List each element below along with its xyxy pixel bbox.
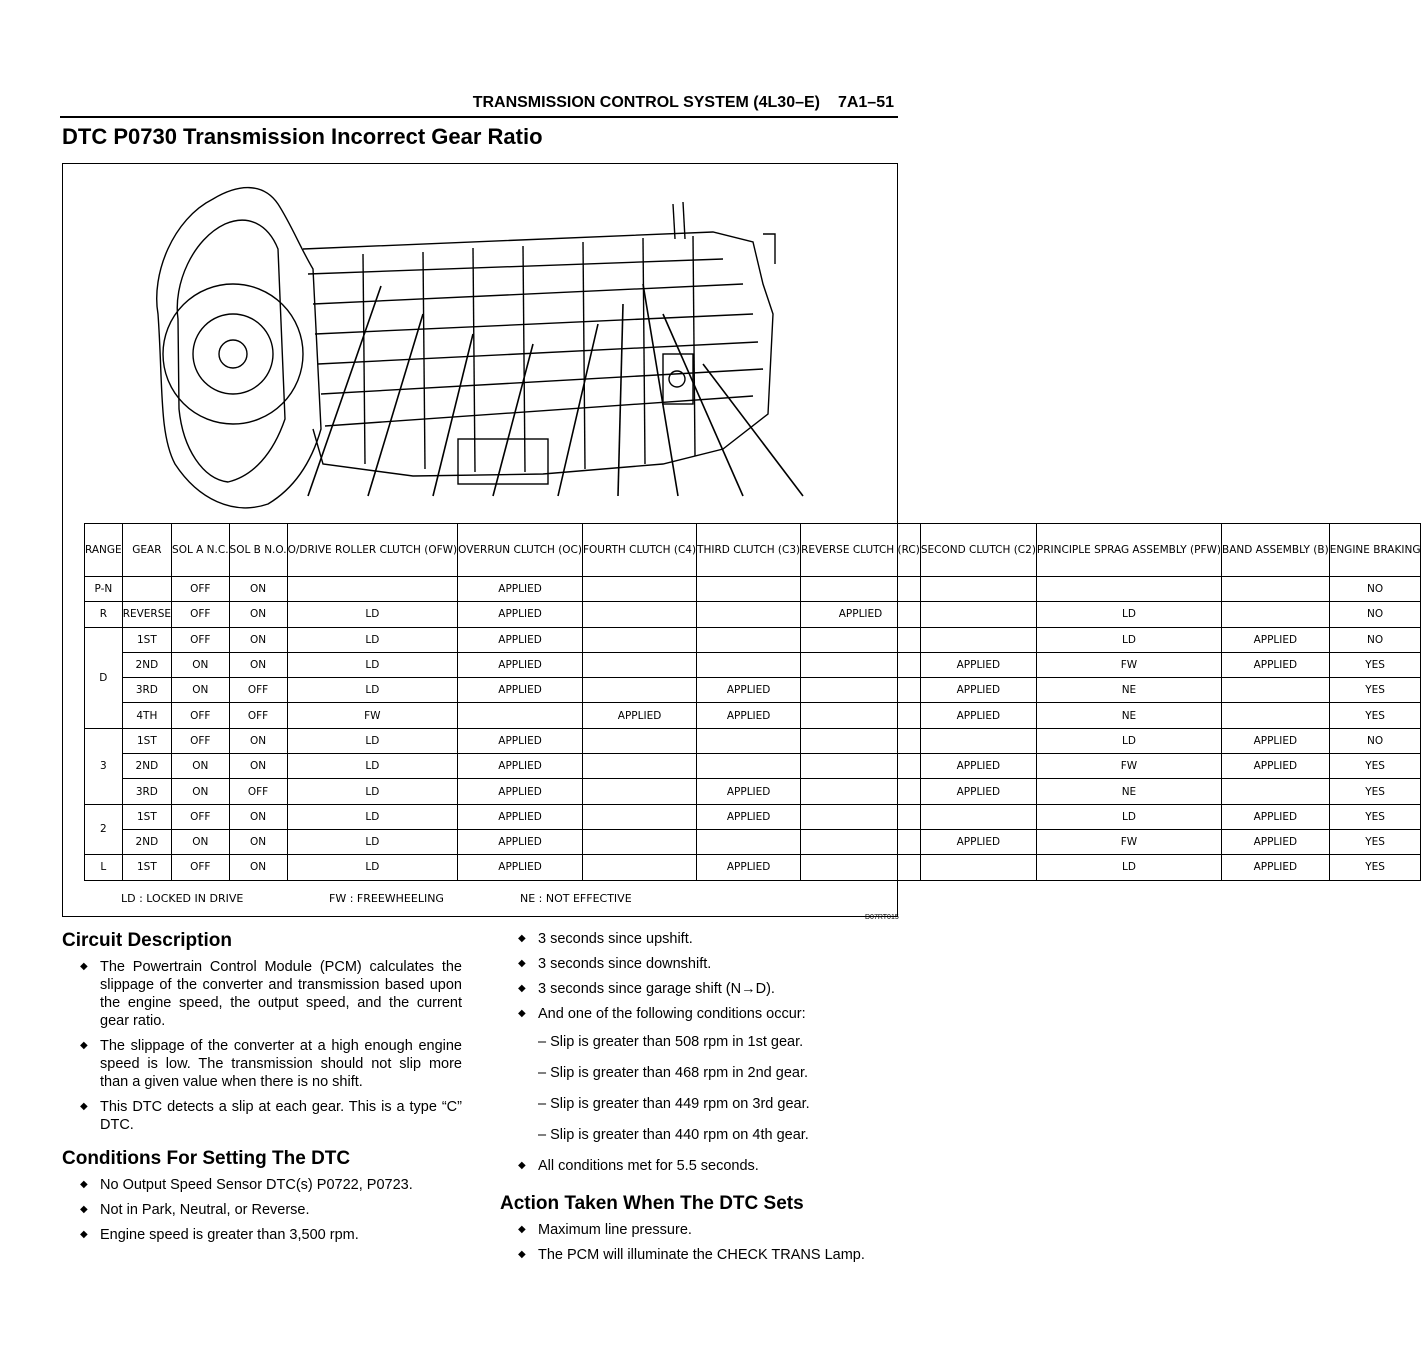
action-heading: Action Taken When The DTC Sets bbox=[500, 1193, 804, 1214]
table-cell bbox=[697, 829, 801, 854]
table-header: ENGINE BRAKING bbox=[1329, 524, 1421, 577]
table-row bbox=[85, 652, 1421, 677]
table-cell bbox=[697, 627, 801, 652]
range-cell: L bbox=[85, 855, 123, 880]
table-cell: APPLIED bbox=[458, 754, 583, 779]
list-item: ◆ Not in Park, Neutral, or Reverse. bbox=[62, 1201, 462, 1219]
conditions-list bbox=[62, 1176, 462, 1244]
table-cell bbox=[920, 855, 1036, 880]
table-cell: APPLIED bbox=[920, 754, 1036, 779]
table-cell: NO bbox=[1329, 577, 1421, 602]
table-row bbox=[85, 602, 1421, 627]
table-cell: APPLIED bbox=[458, 678, 583, 703]
table-cell bbox=[801, 652, 921, 677]
table-cell: APPLIED bbox=[1222, 804, 1330, 829]
table-cell: ON bbox=[229, 855, 287, 880]
list-item: – Slip is greater than 508 rpm in 1st gear. bbox=[538, 1034, 804, 1050]
final-condition-list bbox=[500, 1157, 900, 1175]
list-item: ◆ 3 seconds since upshift. bbox=[500, 930, 900, 948]
table-cell: LD bbox=[287, 779, 458, 804]
table-cell bbox=[801, 754, 921, 779]
table-cell: OFF bbox=[172, 577, 230, 602]
table-cell: OFF bbox=[229, 779, 287, 804]
table-cell: APPLIED bbox=[458, 855, 583, 880]
table-cell: OFF bbox=[172, 627, 230, 652]
legend-ne: NE : NOT EFFECTIVE bbox=[520, 892, 632, 905]
table-cell: ON bbox=[229, 602, 287, 627]
table-cell: APPLIED bbox=[458, 728, 583, 753]
table-cell bbox=[1222, 577, 1330, 602]
table-cell: OFF bbox=[229, 678, 287, 703]
table-header: O/DRIVE ROLLER CLUTCH (OFW) bbox=[287, 524, 458, 577]
table-cell: ON bbox=[229, 577, 287, 602]
table-cell bbox=[1222, 703, 1330, 728]
table-cell: NE bbox=[1036, 703, 1221, 728]
conditions-heading: Conditions For Setting The DTC bbox=[62, 1148, 351, 1169]
gear-cell: 2ND bbox=[122, 754, 171, 779]
table-cell bbox=[583, 652, 697, 677]
table-cell: YES bbox=[1329, 652, 1421, 677]
table-cell bbox=[801, 829, 921, 854]
table-cell bbox=[801, 678, 921, 703]
table-cell: ON bbox=[229, 804, 287, 829]
table-cell bbox=[801, 627, 921, 652]
table-cell bbox=[583, 829, 697, 854]
circuit-description-list bbox=[62, 958, 462, 1134]
list-item: ◆ And one of the following conditions occur: bbox=[500, 1005, 900, 1023]
gear-cell: 2ND bbox=[122, 829, 171, 854]
table-row bbox=[85, 804, 1421, 829]
clutch-application-table bbox=[84, 523, 1421, 881]
range-cell: R bbox=[85, 602, 123, 627]
table-cell bbox=[583, 602, 697, 627]
table-cell: LD bbox=[287, 855, 458, 880]
table-cell bbox=[1222, 678, 1330, 703]
gear-cell: 2ND bbox=[122, 652, 171, 677]
conditions-list-continued bbox=[500, 930, 900, 1023]
gear-cell: 4TH bbox=[122, 703, 171, 728]
table-cell bbox=[801, 779, 921, 804]
table-cell bbox=[287, 577, 458, 602]
range-cell: 3 bbox=[85, 728, 123, 804]
list-item: – Slip is greater than 440 rpm on 4th gear. bbox=[538, 1127, 809, 1143]
table-cell: LD bbox=[1036, 627, 1221, 652]
table-cell: APPLIED bbox=[458, 804, 583, 829]
table-cell: LD bbox=[287, 804, 458, 829]
gear-cell: REVERSE bbox=[122, 602, 171, 627]
list-item: ◆ All conditions met for 5.5 seconds. bbox=[500, 1157, 900, 1175]
table-cell: APPLIED bbox=[1222, 627, 1330, 652]
table-header: SOL A N.C. bbox=[172, 524, 230, 577]
table-cell: APPLIED bbox=[1222, 728, 1330, 753]
table-cell: YES bbox=[1329, 678, 1421, 703]
table-cell: APPLIED bbox=[801, 602, 921, 627]
table-cell: ON bbox=[229, 728, 287, 753]
table-cell: NE bbox=[1036, 779, 1221, 804]
table-cell bbox=[801, 804, 921, 829]
left-column bbox=[62, 930, 462, 1254]
table-cell bbox=[1222, 602, 1330, 627]
table-cell: LD bbox=[287, 728, 458, 753]
legend-ld: LD : LOCKED IN DRIVE bbox=[121, 892, 244, 905]
table-header: FOURTH CLUTCH (C4) bbox=[583, 524, 697, 577]
table-cell: LD bbox=[287, 829, 458, 854]
table-cell: YES bbox=[1329, 855, 1421, 880]
table-cell: ON bbox=[229, 754, 287, 779]
slip-conditions-list bbox=[500, 1033, 900, 1144]
table-cell: ON bbox=[172, 779, 230, 804]
table-cell: YES bbox=[1329, 779, 1421, 804]
table-cell: LD bbox=[1036, 602, 1221, 627]
table-cell bbox=[920, 804, 1036, 829]
table-cell: YES bbox=[1329, 804, 1421, 829]
table-cell: ON bbox=[229, 627, 287, 652]
table-cell: OFF bbox=[172, 804, 230, 829]
table-header: OVERRUN CLUTCH (OC) bbox=[458, 524, 583, 577]
table-cell bbox=[583, 627, 697, 652]
table-cell: APPLIED bbox=[1222, 754, 1330, 779]
table-cell: OFF bbox=[172, 728, 230, 753]
table-cell: APPLIED bbox=[920, 779, 1036, 804]
table-cell: LD bbox=[287, 678, 458, 703]
table-cell: YES bbox=[1329, 703, 1421, 728]
list-item: ◆ Maximum line pressure. bbox=[500, 1221, 900, 1239]
gear-cell: 1ST bbox=[122, 627, 171, 652]
document-title: DTC P0730 Transmission Incorrect Gear Ratio bbox=[62, 124, 543, 149]
table-cell: APPLIED bbox=[697, 779, 801, 804]
table-cell: LD bbox=[1036, 804, 1221, 829]
table-cell: APPLIED bbox=[458, 577, 583, 602]
table-cell: LD bbox=[287, 627, 458, 652]
list-item: ◆ Engine speed is greater than 3,500 rpm. bbox=[62, 1226, 462, 1244]
table-row bbox=[85, 577, 1421, 602]
table-cell: FW bbox=[1036, 754, 1221, 779]
table-cell bbox=[920, 602, 1036, 627]
legend-fw: FW : FREEWHEELING bbox=[329, 892, 444, 905]
figure-id: D07RT015 bbox=[865, 914, 899, 921]
gear-cell: 1ST bbox=[122, 855, 171, 880]
table-cell: NE bbox=[1036, 678, 1221, 703]
table-cell: APPLIED bbox=[583, 703, 697, 728]
table-cell bbox=[583, 855, 697, 880]
gear-cell: 3RD bbox=[122, 678, 171, 703]
table-cell bbox=[801, 728, 921, 753]
gear-cell: 1ST bbox=[122, 804, 171, 829]
table-cell: NO bbox=[1329, 627, 1421, 652]
table-row bbox=[85, 779, 1421, 804]
table-header-row bbox=[85, 524, 1421, 577]
circuit-description-heading: Circuit Description bbox=[62, 930, 232, 951]
table-cell bbox=[583, 779, 697, 804]
table-cell: LD bbox=[287, 754, 458, 779]
table-cell bbox=[801, 577, 921, 602]
table-cell: APPLIED bbox=[458, 627, 583, 652]
table-row bbox=[85, 829, 1421, 854]
table-cell: APPLIED bbox=[1222, 652, 1330, 677]
table-cell bbox=[920, 577, 1036, 602]
table-header: BAND ASSEMBLY (B) bbox=[1222, 524, 1330, 577]
table-cell: ON bbox=[172, 829, 230, 854]
table-header: RANGE bbox=[85, 524, 123, 577]
range-cell: 2 bbox=[85, 804, 123, 855]
table-cell: ON bbox=[172, 652, 230, 677]
table-row bbox=[85, 627, 1421, 652]
table-cell bbox=[583, 754, 697, 779]
table-cell bbox=[697, 577, 801, 602]
table-cell: APPLIED bbox=[1222, 855, 1330, 880]
transmission-figure bbox=[62, 163, 1421, 917]
page-header bbox=[60, 92, 898, 118]
range-cell: P-N bbox=[85, 577, 123, 602]
table-header: SECOND CLUTCH (C2) bbox=[920, 524, 1036, 577]
table-cell: ON bbox=[229, 829, 287, 854]
gear-cell: 3RD bbox=[122, 779, 171, 804]
list-item: ◆ The Powertrain Control Module (PCM) calculates the slippage of the converter and transmission based upon the engine speed, the output speed, and the current gear ratio. bbox=[62, 958, 462, 1030]
table-row bbox=[85, 703, 1421, 728]
page-number: 7A1–51 bbox=[837, 94, 894, 111]
range-cell: D bbox=[85, 627, 123, 728]
table-header: PRINCIPLE SPRAG ASSEMBLY (PFW) bbox=[1036, 524, 1221, 577]
table-cell bbox=[801, 855, 921, 880]
header-title: TRANSMISSION CONTROL SYSTEM (4L30–E) bbox=[472, 94, 820, 111]
table-cell: NO bbox=[1329, 602, 1421, 627]
table-cell: APPLIED bbox=[458, 602, 583, 627]
table-cell: APPLIED bbox=[920, 652, 1036, 677]
table-cell: APPLIED bbox=[920, 829, 1036, 854]
list-item: ◆ The slippage of the converter at a high enough engine speed is low. The transmission should not slip more than a given value when there is no shift. bbox=[62, 1037, 462, 1091]
table-cell bbox=[697, 754, 801, 779]
list-item: ◆ 3 seconds since downshift. bbox=[500, 955, 900, 973]
list-item: – Slip is greater than 468 rpm in 2nd gear. bbox=[538, 1065, 809, 1081]
table-cell bbox=[697, 602, 801, 627]
list-item: ◆ No Output Speed Sensor DTC(s) P0722, P0723. bbox=[62, 1176, 462, 1194]
table-cell: APPLIED bbox=[920, 703, 1036, 728]
table-cell: LD bbox=[287, 652, 458, 677]
table-cell: ON bbox=[172, 754, 230, 779]
table-cell bbox=[697, 728, 801, 753]
list-item: – Slip is greater than 449 rpm on 3rd gear. bbox=[538, 1096, 810, 1112]
table-cell bbox=[583, 804, 697, 829]
table-cell: APPLIED bbox=[697, 855, 801, 880]
table-cell: YES bbox=[1329, 754, 1421, 779]
list-item: ◆ This DTC detects a slip at each gear. This is a type “C” DTC. bbox=[62, 1098, 462, 1134]
table-cell: APPLIED bbox=[920, 678, 1036, 703]
table-row bbox=[85, 728, 1421, 753]
table-cell: FW bbox=[1036, 652, 1221, 677]
table-header: THIRD CLUTCH (C3) bbox=[697, 524, 801, 577]
table-cell bbox=[801, 703, 921, 728]
table-cell: OFF bbox=[172, 855, 230, 880]
table-cell bbox=[1036, 577, 1221, 602]
table-cell: LD bbox=[1036, 855, 1221, 880]
table-cell: ON bbox=[229, 652, 287, 677]
table-cell: NO bbox=[1329, 728, 1421, 753]
table-cell: OFF bbox=[229, 703, 287, 728]
table-cell: OFF bbox=[172, 703, 230, 728]
list-item: ◆ The PCM will illuminate the CHECK TRANS Lamp. bbox=[500, 1246, 900, 1264]
table-cell bbox=[583, 728, 697, 753]
table-row bbox=[85, 855, 1421, 880]
table-cell bbox=[583, 678, 697, 703]
table-header: SOL B N.O. bbox=[229, 524, 287, 577]
action-list bbox=[500, 1221, 900, 1264]
table-cell: APPLIED bbox=[697, 804, 801, 829]
table-cell: ON bbox=[172, 678, 230, 703]
table-cell bbox=[583, 577, 697, 602]
right-column bbox=[500, 930, 900, 1274]
table-cell: FW bbox=[1036, 829, 1221, 854]
table-cell: APPLIED bbox=[697, 703, 801, 728]
gear-cell: 1ST bbox=[122, 728, 171, 753]
table-cell bbox=[458, 703, 583, 728]
table-cell: APPLIED bbox=[458, 652, 583, 677]
table-cell: OFF bbox=[172, 602, 230, 627]
table-cell: LD bbox=[1036, 728, 1221, 753]
table-cell bbox=[920, 728, 1036, 753]
table-cell bbox=[920, 627, 1036, 652]
table-cell: YES bbox=[1329, 829, 1421, 854]
table-cell bbox=[1222, 779, 1330, 804]
list-item: ◆ 3 seconds since garage shift (N→D). bbox=[500, 980, 900, 998]
gear-cell bbox=[122, 577, 171, 602]
table-cell: APPLIED bbox=[458, 829, 583, 854]
table-cell: APPLIED bbox=[458, 779, 583, 804]
table-cell: LD bbox=[287, 602, 458, 627]
table-row bbox=[85, 754, 1421, 779]
table-cell: FW bbox=[287, 703, 458, 728]
table-cell bbox=[697, 652, 801, 677]
table-header: GEAR bbox=[122, 524, 171, 577]
table-cell: APPLIED bbox=[697, 678, 801, 703]
table-header: REVERSE CLUTCH (RC) bbox=[801, 524, 921, 577]
table-cell: APPLIED bbox=[1222, 829, 1330, 854]
table-row bbox=[85, 678, 1421, 703]
